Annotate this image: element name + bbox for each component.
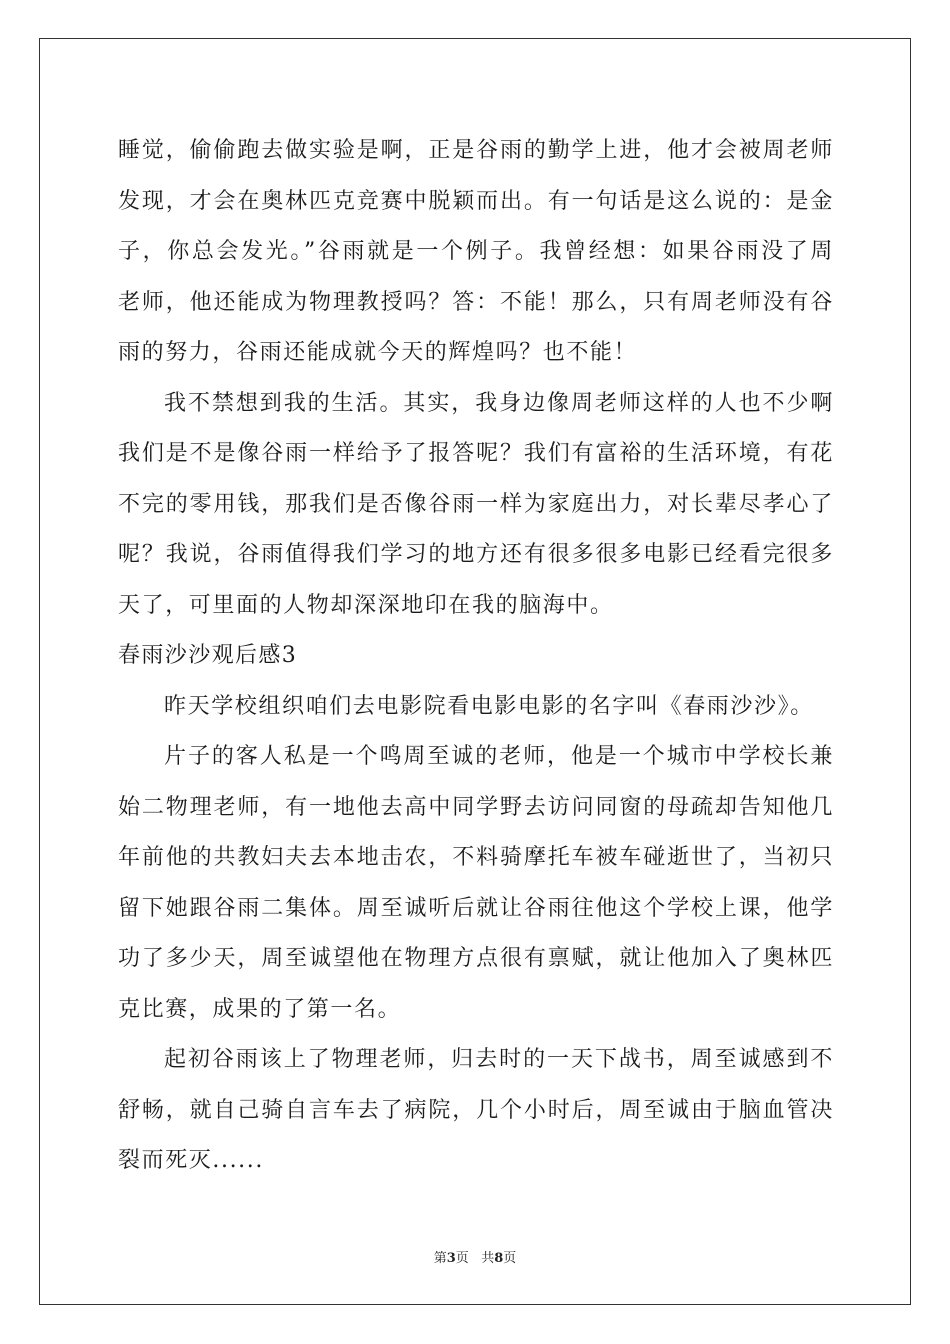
text-line: 子，你总会发光。”谷雨就是一个例子。我曾经想：如果谷雨没了周 [118,239,834,264]
text-line: 不完的零用钱，那我们是否像谷雨一样为家庭出力，对长辈尽孝心了 [118,491,834,517]
text-line: 裂而死灭...... [118,1148,264,1173]
text-line: 呢？我说，谷雨值得我们学习的地方还有很多很多电影已经看完很多 [118,542,834,567]
text-line: 舒畅，就自己骑自言车去了病院，几个小时后，周至诚由于脑血管决 [118,1097,834,1123]
text-line: 雨的努力，谷雨还能成就今天的辉煌吗？也不能！ [118,340,638,365]
text-line: 功了多少天，周至诚望他在物理方点很有禀赋，就让他加入了奥林匹 [118,946,834,971]
text-line: 年前他的共教妇夫去本地击农，不料骑摩托车被车碰逝世了，当初只 [118,845,834,870]
footer-page-suffix: 页 [503,1251,517,1266]
text-line: 片子的客人私是一个鸣周至诚的老师，他是一个城市中学校长兼 [164,744,834,769]
text-line: 发现，才会在奥林匹克竞赛中脱颖而出。有一句话是这么说的：是金 [118,188,834,214]
footer-current-page: 3 [446,1251,456,1266]
page-footer [0,1247,950,1266]
text-line: 克比赛，成果的了第一名。 [118,996,402,1022]
text-line: 昨天学校组织咱们去电影院看电影电影的名字叫《春雨沙沙》。 [164,693,814,719]
text-line: 我不禁想到我的生活。其实，我身边像周老师这样的人也不少啊 [164,390,834,416]
text-line: 睡觉，偷偷跑去做实验是啊，正是谷雨的勤学上进，他才会被周老师 [118,138,834,163]
footer-page-mid: 页 共 [455,1251,495,1266]
footer-page-prefix: 第 [433,1251,447,1266]
text-line: 我们是不是像谷雨一样给予了报答呢？我们有富裕的生活环境，有花 [118,441,834,466]
text-line: 留下她跟谷雨二集体。周至诚听后就让谷雨往他这个学校上课，他学 [118,895,834,921]
footer-total-pages: 8 [494,1251,504,1266]
text-line: 天了，可里面的人物却深深地印在我的脑海中。 [118,592,614,618]
section-heading: 春雨沙沙观后感3 [118,643,298,668]
document-body [118,126,834,1187]
text-line: 始二物理老师，有一地他去高中同学野去访问同窗的母疏却告知他几 [118,794,834,820]
text-line: 起初谷雨该上了物理老师，归去时的一天下战书，周至诚感到不 [164,1047,834,1072]
text-line: 老师，他还能成为物理教授吗？答：不能！那么，只有周老师没有谷 [118,289,834,315]
